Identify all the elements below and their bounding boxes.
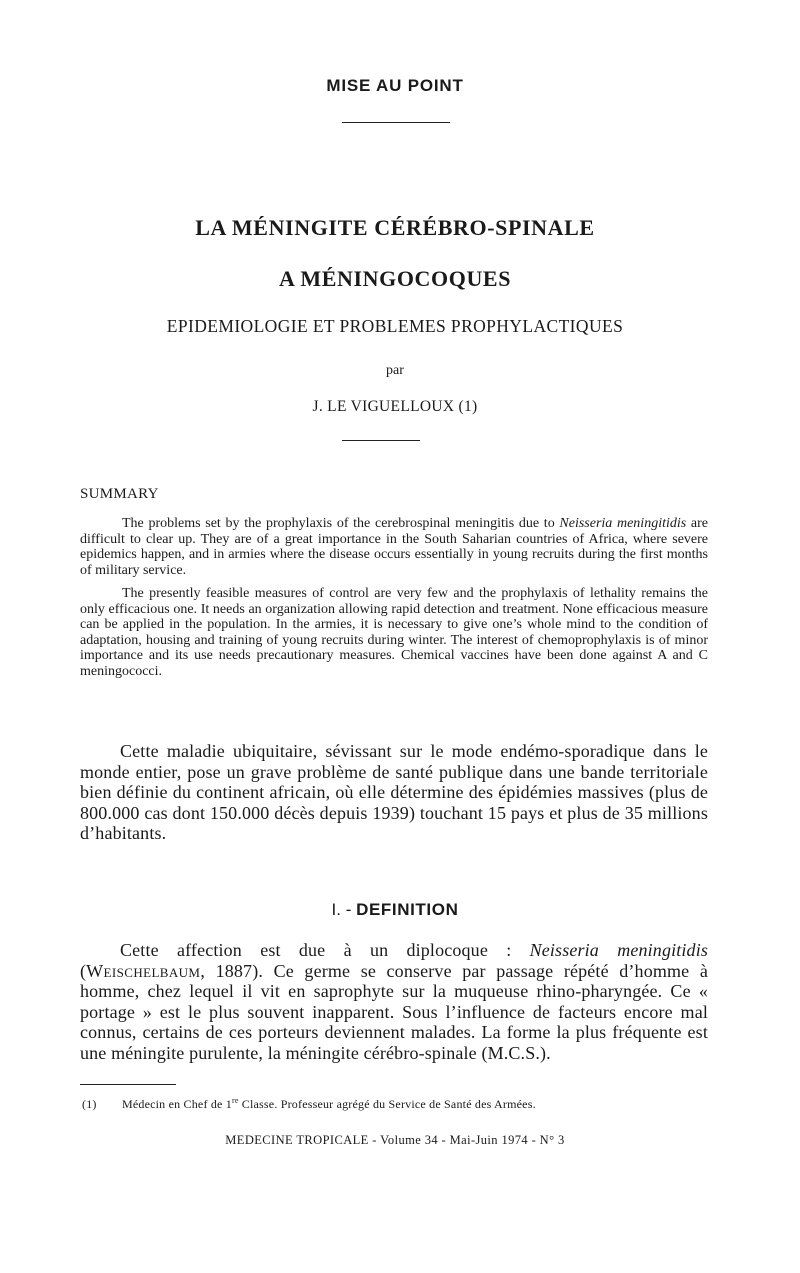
summary-p2-text: The presently feasible measures of control are very few and the prophylaxis of lethality remains the only efficacious one. It needs an organization allowing rapid detection and treatment. None efficacious measure can be applied in the population. In the armies, it is necessary to give one’s whole mind to the condition of adaptation, housing and training of young recruits during winter. The interest of chemoprophylaxis is of minor importance and its use needs precautionary measures. Chemical vaccines have been done against A and C meningococci.: [80, 586, 708, 679]
intro-paragraph: [80, 741, 708, 844]
summary-paragraph-2: [80, 586, 708, 679]
intro-text: Cette maladie ubiquitaire, sévissant sur le mode endémo-sporadique dans le monde entier, pose un grave problème de santé publique dans une bande territoriale bien définie du continent africain, où elle détermine des épidémies massives (plus de 800.000 cas dont 150.000 décès depuis 1939) touchant 15 pays et plus de 35 millions d’habitants.: [80, 741, 708, 843]
definition-paren: (: [80, 960, 87, 981]
journal-line: MEDECINE TROPICALE - Volume 34 - Mai-Juin 1974 - N° 3: [225, 1133, 565, 1147]
definition-text: Cette affection est due à un diplocoque :: [120, 940, 530, 960]
summary-p1-text: The problems set by the prophylaxis of the cerebrospinal meningitis due to: [122, 516, 560, 531]
definition-text-end: , 1887). Ce germe se conserve par passage répété d’homme à homme, chez lequel il vit en saprophyte sur la muqueuse rhino-pharyngée. Ce « portage » est le plus souvent inapparent. Sous l’influence de facteurs encore mal connus, certains de ces porteurs deviennent malades. La forme la plus fréquente est une méningite purulente, la méningite cérébro-spinale (M.C.S.).: [80, 960, 708, 1063]
by-line: par: [386, 363, 404, 378]
section-number: I. -: [331, 900, 357, 919]
summary-heading: SUMMARY: [80, 486, 159, 502]
footnote-text: Médecin en Chef de 1: [122, 1097, 232, 1111]
summary-p1-species: Neisseria meningitidis: [559, 516, 687, 531]
header-rule: [342, 122, 450, 123]
section-heading: [0, 900, 790, 920]
definition-species: Neisseria meningitidis: [529, 940, 708, 960]
article-subtitle: EPIDEMIOLOGIE ET PROBLEMES PROPHYLACTIQUES: [166, 316, 624, 336]
summary-paragraph-1: [80, 516, 708, 578]
summary-p1-text-end: are difficult to clear up. They are of a great importance in the South Saharian countries of Africa, where severe epidemics happen, and in armies where the disease occurs essentially in young recruits during the first months of military service.: [80, 516, 708, 578]
article-title-line-1: LA MÉNINGITE CÉRÉBRO-SPINALE: [195, 215, 595, 240]
section-label: MISE AU POINT: [326, 76, 464, 95]
definition-paragraph: [80, 940, 708, 1063]
article-title-line-2: A MÉNINGOCOQUES: [278, 266, 512, 291]
footnote-rule: [80, 1084, 176, 1085]
footnote-superscript: re: [231, 1096, 239, 1105]
author-name-smallcaps: Weischelbaum: [86, 960, 201, 981]
footnote-text-end: Classe. Professeur agrégé du Service de Santé des Armées.: [238, 1097, 536, 1111]
footnote-number: (1): [82, 1097, 97, 1111]
section-title: DEFINITION: [356, 900, 459, 919]
footnote: [80, 1097, 708, 1112]
author: J. LE VIGUELLOUX (1): [312, 398, 478, 415]
title-rule: [342, 440, 420, 441]
